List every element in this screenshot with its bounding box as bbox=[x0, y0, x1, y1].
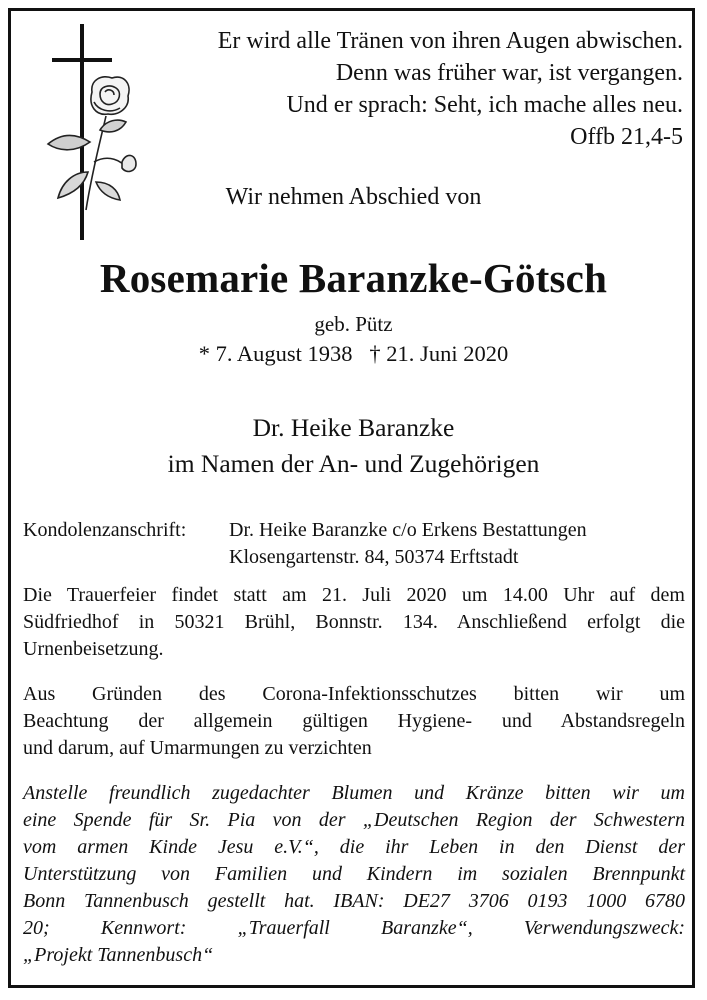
signer-name: Dr. Heike Baranzke bbox=[252, 413, 455, 442]
text-line: vom armen Kinde Jesu e.V.“, die ihr Leben in den Dienst der bbox=[23, 836, 685, 858]
condolence-label: Kondolenzanschrift: bbox=[23, 519, 187, 541]
verse-line: Er wird alle Tränen von ihren Augen abwischen. bbox=[217, 28, 683, 54]
text-line: „Projekt Tannenbusch“ bbox=[23, 944, 214, 966]
verse-line: Denn was früher war, ist vergangen. bbox=[335, 60, 683, 86]
text-line: Südfriedhof in 50321 Brühl, Bonnstr. 134. Anschließend erfolgt die bbox=[23, 611, 685, 633]
life-dates: * 7. August 1938 † 21. Juni 2020 bbox=[198, 341, 509, 366]
bible-verse bbox=[163, 25, 683, 153]
text-line: Bonn Tannenbusch gestellt hat. IBAN: DE27 3706 0193 1000 6780 bbox=[23, 890, 685, 912]
text-line: Beachtung der allgemein gültigen Hygiene- und Abstandsregeln bbox=[23, 710, 685, 732]
text-line: Unterstützung von Familien und Kindern im sozialen Brennpunkt bbox=[23, 863, 685, 885]
birth-name: geb. Pütz bbox=[314, 312, 393, 336]
signer-note: im Namen der An- und Zugehörigen bbox=[167, 449, 540, 478]
verse-reference: Offb 21,4-5 bbox=[570, 124, 683, 150]
text-line: eine Spende für Sr. Pia von der „Deutschen Region der Schwestern bbox=[23, 809, 685, 831]
text-line: und darum, auf Umarmungen zu verzichten bbox=[23, 737, 372, 759]
condolence-line: Klosengartenstr. 84, 50374 Erftstadt bbox=[229, 546, 519, 568]
deceased-name: Rosemarie Baranzke-Götsch bbox=[99, 255, 608, 301]
text-line: Anstelle freundlich zugedachter Blumen und Kränze bitten wir um bbox=[23, 782, 685, 804]
ceremony-paragraph bbox=[23, 582, 685, 663]
text-line: Urnenbeisetzung. bbox=[23, 638, 164, 660]
signers bbox=[0, 410, 707, 482]
condolence-lines bbox=[229, 517, 587, 571]
corona-paragraph bbox=[23, 681, 685, 762]
verse-line: Und er sprach: Seht, ich mache alles neu. bbox=[286, 92, 683, 118]
donation-paragraph bbox=[23, 780, 685, 969]
condolence-line: Dr. Heike Baranzke c/o Erkens Bestattungen bbox=[229, 519, 587, 541]
text-line: Die Trauerfeier findet statt am 21. Juli 2020 um 14.00 Uhr auf dem bbox=[23, 584, 685, 606]
text-line: 20; Kennwort: „Trauerfall Baranzke“, Verwendungszweck: bbox=[23, 917, 685, 939]
text-line: Aus Gründen des Corona-Infektionsschutzes bitten wir um bbox=[23, 683, 685, 705]
farewell-intro: Wir nehmen Abschied von bbox=[225, 184, 482, 210]
